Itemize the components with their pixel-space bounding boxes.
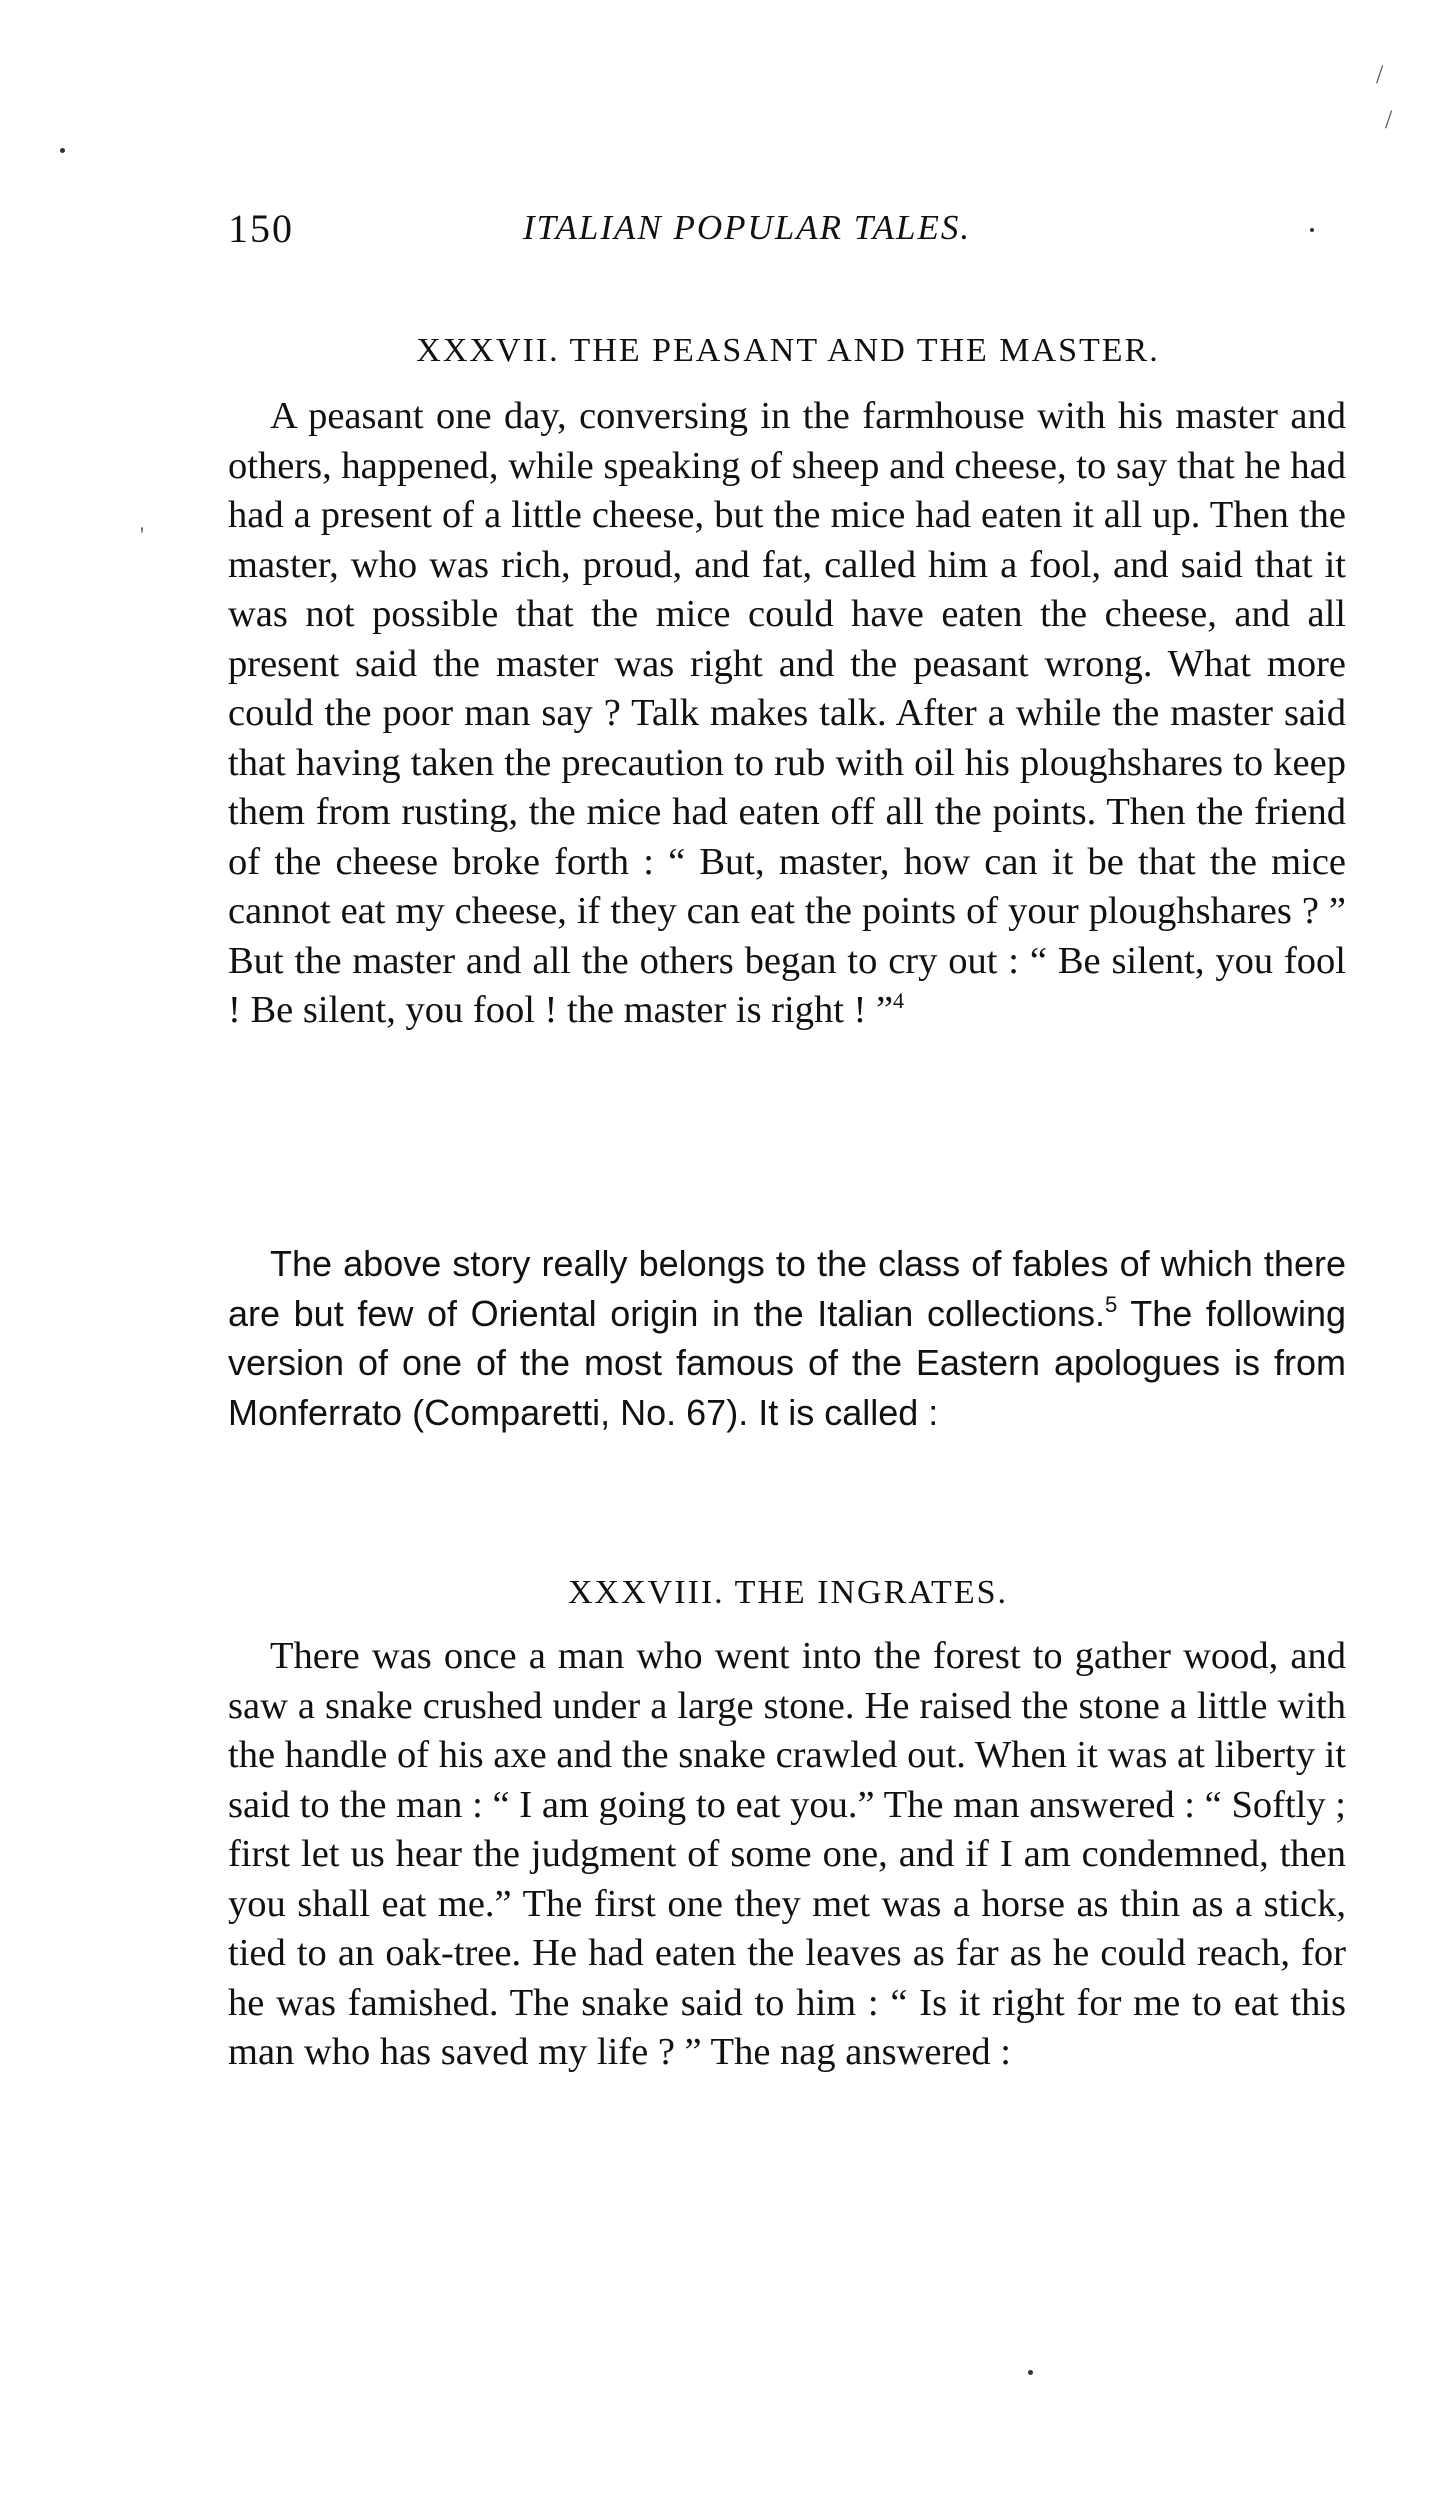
print-speck: [1028, 2370, 1033, 2375]
print-speck: [60, 148, 65, 153]
section-title-the-ingrates: XXXVIII. THE INGRATES.: [568, 1574, 1008, 1611]
story-peasant-and-master: [228, 392, 1346, 1036]
footnote-ref: 5: [1105, 1291, 1118, 1317]
story-the-ingrates: [228, 1632, 1346, 2078]
interlude-text-part1: The above story really belongs to the class of fables of which there are but few of Oriental origin in the Italian collections.: [228, 1243, 1346, 1334]
margin-mark: /: [1385, 105, 1393, 134]
story-text: There was once a man who went into the forest to gather wood, and saw a snake crushed under a large stone. He raised the stone a little with the handle of his axe and the snake crawled out. When it was at liberty it said to the man : “ I am going to eat you.” The man answered : “ Softly ; first let us hear the judgment of some one, and if I am condemned, then you shall eat me.” The first one they met was a horse as thin as a stick, tied to an oak-tree. He had eaten the leaves as far as he could reach, for he was famished. The snake said to him : “ Is it right for me to eat this man who has saved my life ? ” The nag answered :: [228, 1635, 1346, 2073]
page-number: 150: [228, 206, 294, 251]
section-title-peasant-and-master: XXXVII. THE PEASANT AND THE MASTER.: [416, 332, 1160, 369]
page-header: [228, 205, 1348, 265]
margin-mark: ': [140, 522, 144, 547]
interlude-paragraph: [228, 1239, 1346, 1437]
story-text: A peasant one day, conversing in the farmhouse with his master and others, happened, while speaking of sheep and cheese, to say that he had had a present of a little cheese, but the mice had eaten it all up. Then the master, who was rich, proud, and fat, called him a fool, and said that it was not possible that the mice could have eaten the cheese, and all present said the master was right and the peasant wrong. What more could the poor man say ? Talk makes talk. After a while the master said that having taken the precaution to rub with oil his ploughshares to keep them from rusting, the mice had eaten off all the points. Then the friend of the cheese broke forth : “ But, master, how can it be that the mice cannot eat my cheese, if they can eat the points of your ploughshares ? ” But the master and all the others began to cry out : “ Be silent, you fool ! Be silent, you fool ! the master is right ! ”: [228, 395, 1346, 1031]
interlude-text-part2: The following version of one of the most famous of the Eastern apologues is from Monferrato (Comparetti, No. 67). It is called :: [228, 1292, 1347, 1433]
running-title: ITALIAN POPULAR TALES.: [523, 208, 972, 247]
footnote-ref: 4: [893, 988, 905, 1013]
print-speck: [1310, 228, 1314, 232]
margin-mark: /: [1376, 60, 1384, 89]
